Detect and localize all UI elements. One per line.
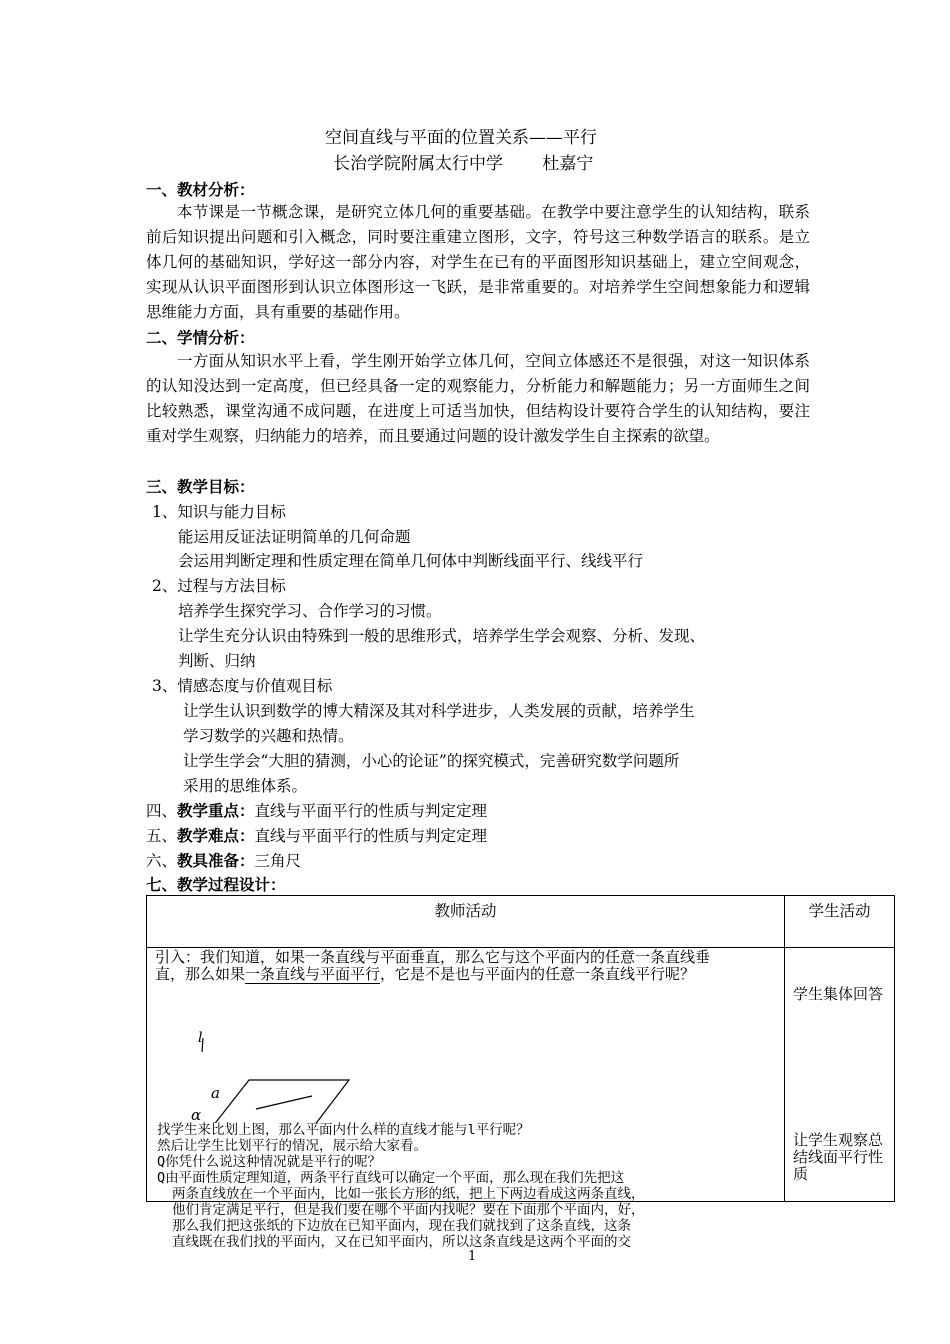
- goal-1: 1、知识与能力目标: [152, 503, 286, 521]
- goal-2-item-a: 培养学生探究学习、合作学习的习惯。: [178, 602, 442, 620]
- intro-line-2-c: ，它是不是也与平面内的任意一条直线平行呢？: [380, 965, 696, 983]
- section-4: [146, 801, 487, 821]
- process-table: [146, 895, 895, 1250]
- section-5-value: 直线与平面平行的性质与判定定理: [254, 827, 488, 845]
- intro-line-2: [155, 966, 784, 983]
- section-5-number: 五、: [146, 827, 178, 845]
- goal-3-item-b: 学习数学的兴趣和热情。: [183, 727, 354, 745]
- teacher-line-7: 那么我们把这张纸的下边放在已知平面内，现在我们就找到了这条直线，这条: [172, 1218, 631, 1234]
- section-6-heading: 教具准备：: [177, 851, 255, 870]
- goal-2-item-b: 让学生充分认识由特殊到一般的思维形式，培养学生学会观察、分析、发现、: [178, 627, 706, 645]
- section-6-value: 三角尺: [254, 852, 302, 870]
- section-5-heading: 教学难点：: [177, 826, 255, 845]
- section-5: [146, 826, 487, 846]
- section-4-value: 直线与平面平行的性质与判定定理: [254, 802, 488, 820]
- intro-line-1: 引入：我们知道，如果一条直线与平面垂直，那么它与这个平面内的任意一条直线垂: [155, 948, 711, 966]
- goal-3: 3、情感态度与价值观目标: [152, 677, 333, 695]
- student-activity-2: 让学生观察总结线面平行性质: [793, 1131, 884, 1183]
- teacher-line-1: 找学生来比划上图，那么平面内什么样的直线才能与l平行呢？: [157, 1122, 530, 1138]
- student-activity-header: 学生活动: [808, 902, 871, 920]
- teacher-line-2: 然后让学生比划平行的情况，展示给大家看。: [157, 1138, 427, 1154]
- label-a: a: [211, 1084, 220, 1102]
- teacher-line-5: 两条直线放在一个平面内，比如一张长方形的纸，把上下两边看成这两条直线，: [172, 1186, 645, 1202]
- page-title: 空间直线与平面的位置关系——平行: [325, 128, 597, 148]
- plane-alpha-shape: [213, 1080, 349, 1123]
- section-4-number: 四、: [146, 802, 178, 820]
- section-1-body: 本节课是一节概念课，是研究立体几何的重要基础。在教学中要注意学生的认知结构，联系前后知识提出问题和引入概念，同时要注重建立图形，文字，符号这三种数学语言的联系。是立体几何的基础知识，学好这一部分内容，对学生在已有的平面图形知识基础上，建立空间观念，实现从认识平面图形到认识立体图形这一飞跃，是非常重要的。对培养学生空间想象能力和逻辑思维能力方面，具有重要的基础作用。: [146, 203, 810, 321]
- section-2-heading: 二、学情分析：: [146, 328, 255, 347]
- goal-3-item-d: 采用的思维体系。: [183, 777, 308, 795]
- teacher-activity-header: 教师活动: [434, 902, 497, 920]
- plane-line-figure: [187, 1028, 407, 1123]
- line-a: [256, 1096, 312, 1109]
- section-1-heading: 一、教材分析：: [146, 180, 255, 199]
- goal-2: 2、过程与方法目标: [152, 577, 286, 595]
- goal-1-item-a: 能运用反证法证明简单的几何命题: [178, 528, 411, 546]
- teacher-line-6: 他们肯定满足平行，但是我们要在哪个平面内找呢？要在下面那个平面内，好，: [172, 1202, 645, 1218]
- teacher-header-cell: [147, 896, 785, 948]
- goal-2-item-c: 判断、归纳: [178, 652, 256, 670]
- label-alpha: α: [191, 1106, 202, 1123]
- teacher-activity-cell: [147, 948, 785, 1250]
- goal-1-item-b: 会运用判断定理和性质定理在简单几何体中判断线面平行、线线平行: [178, 552, 644, 570]
- goal-3-item-a: 让学生认识到数学的博大精深及其对科学进步，人类发展的贡献，培养学生: [183, 702, 695, 720]
- label-l: l: [198, 1030, 203, 1046]
- section-3-heading: 三、教学目标：: [146, 477, 255, 496]
- student-activity-1: 学生集体回答: [793, 985, 884, 1003]
- section-6-number: 六、: [146, 852, 178, 870]
- student-activity-cell: [785, 948, 895, 1202]
- student-header-cell: [785, 896, 895, 948]
- page-number: 1: [468, 1249, 477, 1264]
- section-6: [146, 851, 301, 871]
- page-subtitle: 长治学院附属太行中学 杜嘉宁: [333, 154, 594, 174]
- section-4-heading: 教学重点：: [177, 801, 255, 820]
- teacher-line-8: 直线既在我们找的平面内，又在已知平面内，所以这条直线是这两个平面的交: [172, 1234, 631, 1250]
- section-7-heading: 七、教学过程设计：: [146, 875, 286, 894]
- intro-line-2-underlined: 一条直线与平面平行: [245, 965, 381, 983]
- teacher-line-3: Q你凭什么说这种情况就是平行的呢？: [157, 1154, 382, 1170]
- section-2-body: 一方面从知识水平上看，学生刚开始学立体几何，空间立体感还不是很强，对这一知识体系的认知没达到一定高度，但已经具备一定的观察能力，分析能力和解题能力；另一方面师生之间比较熟悉，课堂沟通不成问题，在进度上可适当加快，但结构设计要符合学生的认知结构，要注重对学生观察，归纳能力的培养，而且要通过问题的设计激发学生自主探索的欲望。: [146, 352, 810, 445]
- teacher-line-4: Q由平面性质定理知道，两条平行直线可以确定一个平面，那么现在我们先把这: [157, 1170, 625, 1186]
- goal-3-item-c: 让学生学会“大胆的猜测，小心的论证”的探究模式，完善研究数学问题所: [183, 752, 680, 770]
- intro-line-2-a: 直，那么如果: [155, 965, 246, 983]
